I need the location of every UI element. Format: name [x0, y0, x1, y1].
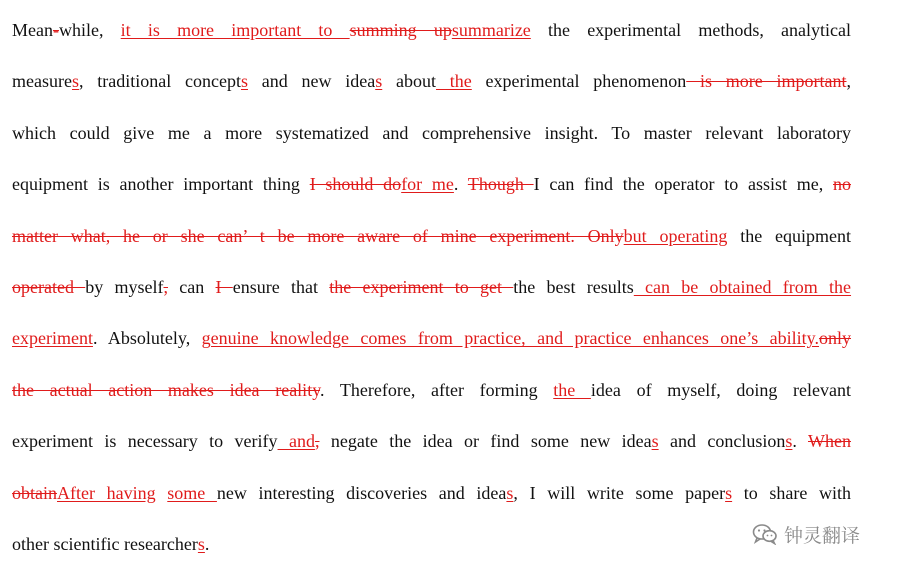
text-line	[12, 8, 851, 59]
inserted-text: it is more important to	[120, 20, 350, 40]
body-text: .	[792, 431, 809, 452]
inserted-text: and	[277, 431, 315, 452]
body-text: the best results	[513, 276, 634, 297]
body-text: while,	[58, 20, 121, 40]
deleted-text: ,	[163, 276, 168, 297]
body-text: Mean	[12, 20, 53, 40]
inserted-text: s	[506, 482, 514, 503]
body-text: .	[453, 174, 468, 195]
deleted-text: obtain	[12, 482, 57, 503]
text-line	[12, 368, 851, 419]
body-text: , I will write some paper	[513, 482, 726, 503]
body-text: other scientific researcher	[12, 533, 198, 554]
body-text: equipment is another important thing	[12, 174, 310, 195]
inserted-text: genuine knowledge comes from practice, and practice enhances one’s ability.	[201, 328, 819, 349]
body-text: and new idea	[247, 71, 376, 92]
text-line	[12, 316, 851, 367]
deleted-text: only	[818, 328, 851, 349]
deleted-text: -	[52, 20, 59, 40]
body-text: . Therefore, after forming	[320, 379, 554, 400]
body-text: idea of myself, doing relevant	[590, 379, 851, 400]
body-text: measure	[12, 71, 72, 92]
inserted-text: s	[240, 71, 248, 92]
text-line	[12, 111, 851, 162]
body-text: can	[168, 276, 216, 297]
inserted-text: s	[651, 431, 659, 452]
body-text: to share with	[732, 482, 852, 503]
body-text: ,	[846, 71, 852, 92]
deleted-text: When	[808, 431, 851, 452]
inserted-text: for me	[401, 174, 454, 195]
deleted-text: summing up	[349, 20, 452, 40]
inserted-text: s	[375, 71, 383, 92]
inserted-text: After having	[57, 482, 156, 503]
inserted-text: s	[197, 533, 205, 554]
deleted-text: Though	[467, 174, 534, 195]
body-text: experiment is necessary to verify	[12, 431, 278, 452]
body-text: by myself	[85, 276, 164, 297]
inserted-text: experiment	[12, 328, 93, 349]
deleted-text: matter what, he or she can’ t be more aware of mine experiment. Only	[12, 225, 624, 246]
watermark-text: 钟灵翻译	[784, 524, 861, 547]
inserted-text: the	[436, 71, 472, 92]
revised-paragraph	[12, 8, 851, 573]
body-text: . Absolutely,	[92, 328, 202, 349]
wechat-icon	[752, 523, 778, 545]
inserted-text: s	[71, 71, 79, 92]
body-text: the equipment	[727, 225, 851, 246]
body-text: I can find the operator to assist me,	[533, 174, 833, 195]
text-line	[12, 265, 851, 316]
watermark	[752, 519, 860, 549]
body-text: ensure that	[232, 276, 330, 297]
body-text	[156, 483, 168, 503]
inserted-text: but operating	[623, 225, 728, 246]
deleted-text: operated	[12, 276, 86, 297]
body-text: which could give me a more systematized and comprehensive insight. To master relevant laboratory	[12, 122, 851, 143]
inserted-text: s	[725, 482, 733, 503]
body-text: the experimental methods, analytical	[530, 20, 851, 40]
deleted-text: is more important	[686, 71, 847, 92]
body-text: and conclusion	[658, 431, 786, 452]
text-line	[12, 162, 851, 213]
deleted-text: I should do	[309, 174, 402, 195]
text-line	[12, 522, 851, 573]
body-text: negate the idea or find some new idea	[319, 431, 652, 452]
body-text: new interesting discoveries and idea	[216, 482, 507, 503]
deleted-text: the experiment to get	[329, 276, 514, 297]
body-text: experimental phenomenon	[471, 71, 687, 92]
body-text: about	[382, 71, 437, 92]
deleted-text: the actual action makes idea reality	[12, 379, 321, 400]
text-line	[12, 419, 851, 470]
deleted-text: I	[215, 276, 233, 297]
text-line	[12, 59, 851, 110]
deleted-text: ,	[314, 431, 320, 452]
inserted-text: the	[553, 379, 591, 400]
body-text: .	[204, 533, 210, 554]
inserted-text: summarize	[451, 20, 531, 40]
inserted-text: can be obtained from the	[633, 276, 852, 297]
text-line	[12, 214, 851, 265]
inserted-text: some	[167, 482, 217, 503]
inserted-text: s	[785, 431, 793, 452]
deleted-text: no	[833, 174, 851, 195]
text-line	[12, 471, 851, 522]
body-text: , traditional concept	[78, 71, 241, 92]
